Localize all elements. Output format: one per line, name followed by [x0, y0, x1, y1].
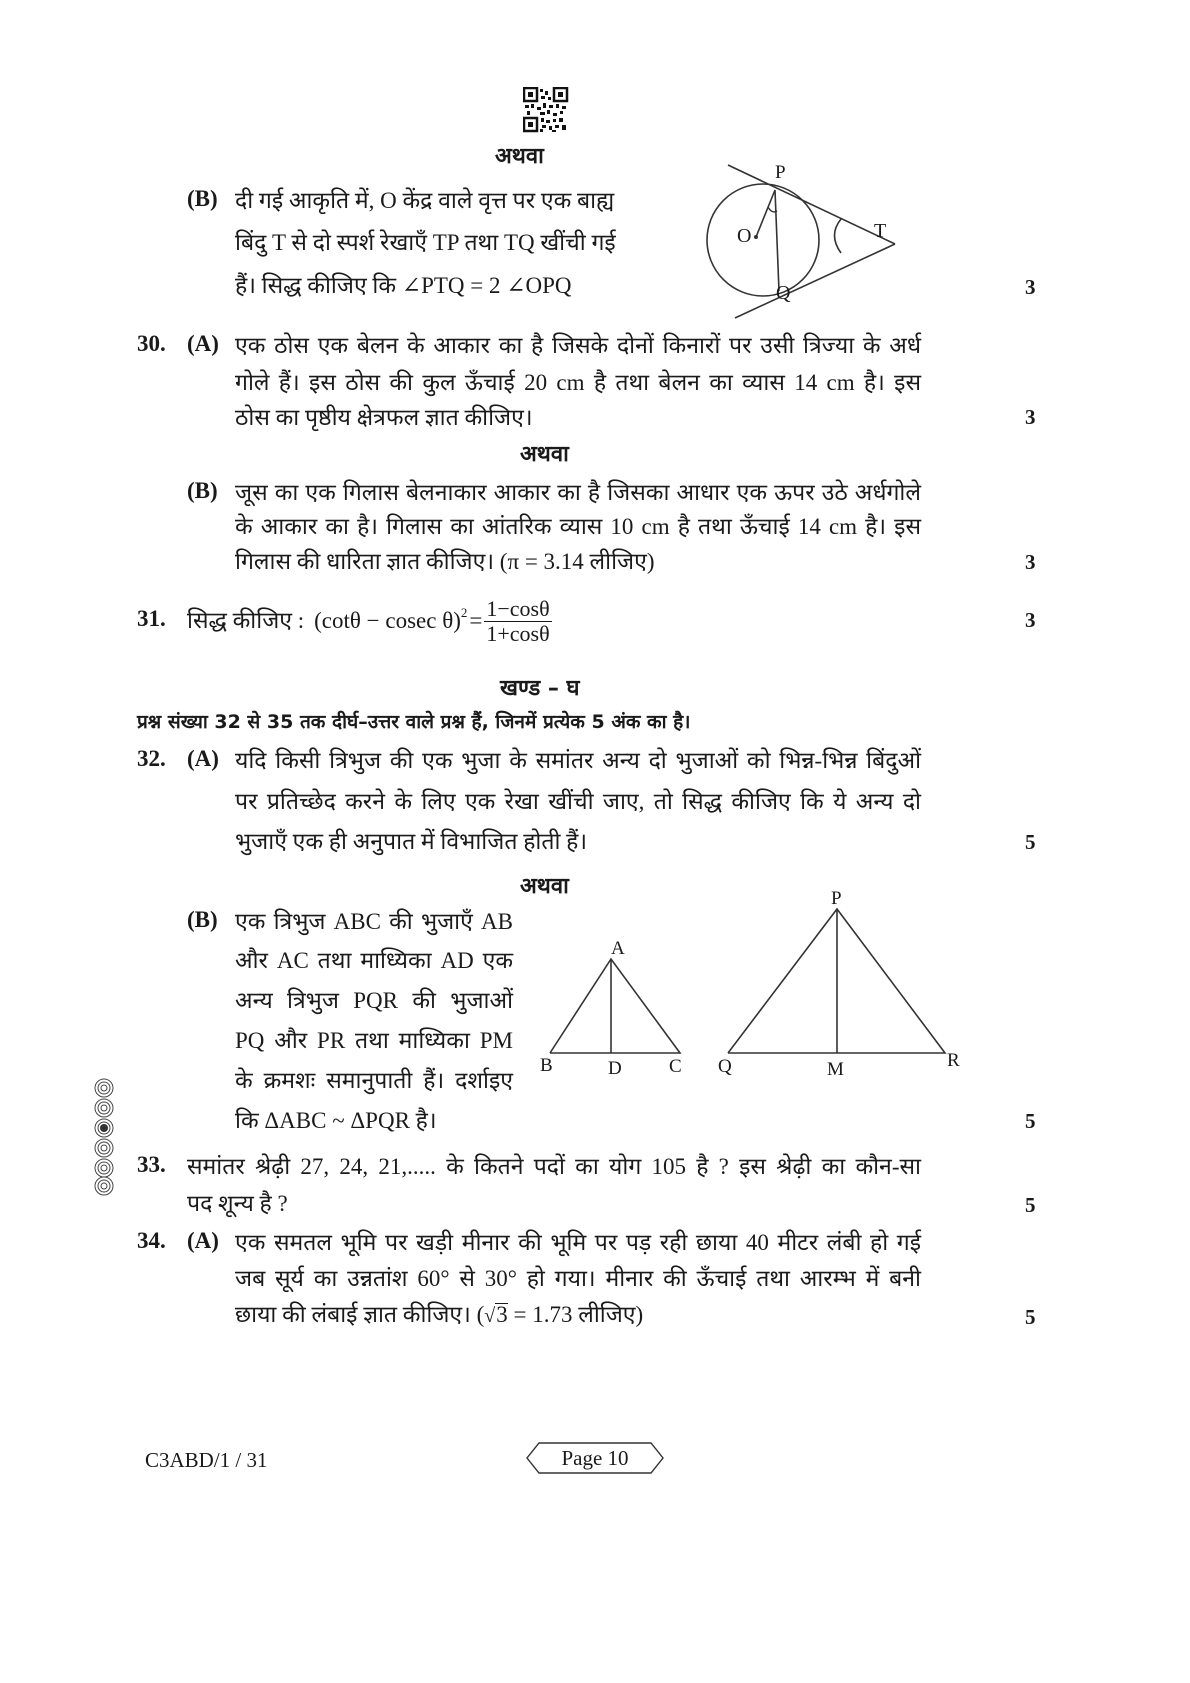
- qr-code: [523, 87, 569, 133]
- trig-identity: [187, 593, 552, 649]
- marks: 3: [1025, 608, 1036, 632]
- text-prefix: छाया की लंबाई ज्ञात कीजिए। (: [235, 1302, 485, 1327]
- vertex-label: C: [669, 1056, 682, 1077]
- page-indicator: [525, 1440, 665, 1476]
- question-number: 34.: [137, 1228, 166, 1253]
- question-text-line: गिलास की धारिता ज्ञात कीजिए। (π = 3.14 लीजिए): [235, 549, 655, 574]
- option-label: (A): [187, 746, 219, 771]
- or-label: अथवा: [495, 144, 544, 169]
- question-text-line: अन्य त्रिभुज PQR की भुजाओं: [235, 988, 513, 1013]
- marks: 5: [1025, 1193, 1036, 1217]
- marks: 3: [1025, 275, 1036, 299]
- question-text-line: के क्रमशः समानुपाती हैं। दर्शाइए: [235, 1068, 513, 1093]
- question-text-line: भुजाएँ एक ही अनुपात में विभाजित होती हैं।: [235, 829, 588, 854]
- question-text-line: एक ठोस एक बेलन के आकार का है जिसके दोनों किनारों पर उसी त्रिज्या के अर्ध: [235, 333, 921, 358]
- marks: 5: [1025, 1305, 1036, 1329]
- marks: 5: [1025, 1109, 1036, 1133]
- question-text-line: कि ΔABC ~ ΔPQR है।: [235, 1108, 437, 1133]
- fraction-denominator: 1+cosθ: [486, 620, 550, 646]
- vertex-label: B: [540, 1055, 553, 1076]
- point-label: P: [775, 162, 786, 183]
- question-text-line: यदि किसी त्रिभुज की एक भुजा के समांतर अन्य दो भुजाओं को भिन्न-भिन्न बिंदुओं: [235, 748, 921, 773]
- question-number: 31.: [137, 606, 166, 631]
- point-label: Q: [776, 282, 791, 304]
- option-label: (B): [187, 907, 218, 932]
- point-label: T: [874, 220, 887, 242]
- marks: 3: [1025, 550, 1036, 574]
- option-label: (A): [187, 1228, 219, 1253]
- similar-triangles-figure: [535, 885, 975, 1085]
- question-text-line: पर प्रतिच्छेद करने के लिए एक रेखा खींची जाए, तो सिद्ध कीजिए कि ये अन्य दो: [235, 789, 921, 814]
- fraction: [484, 597, 551, 646]
- vertex-label: D: [608, 1058, 622, 1079]
- question-text-line: और AC तथा माध्यिका AD एक: [235, 948, 513, 973]
- section-instruction: प्रश्न संख्या 32 से 35 तक दीर्घ–उत्तर वाले प्रश्न हैं, जिनमें प्रत्येक 5 अंक का है।: [137, 711, 691, 733]
- vertex-label: A: [611, 938, 625, 959]
- question-text-line: बिंदु T से दो स्पर्श रेखाएँ TP तथा TQ खींची गई: [235, 230, 616, 255]
- question-number: 32.: [137, 746, 166, 771]
- text-suffix: = 1.73 लीजिए): [507, 1302, 644, 1327]
- question-text-line: PQ और PR तथा माध्यिका PM: [235, 1028, 513, 1053]
- question-text-line: पद शून्य है ?: [187, 1191, 288, 1216]
- equals-sign: =: [469, 608, 483, 633]
- paper-code: C3ABD/1 / 31: [145, 1448, 268, 1472]
- vertex-label: P: [831, 888, 842, 909]
- page-number: Page 10: [561, 1446, 629, 1470]
- question-number: 30.: [137, 331, 166, 356]
- margin-spiral-decoration: [93, 1078, 115, 1196]
- option-label: (A): [187, 331, 219, 356]
- question-text-line: एक त्रिभुज ABC की भुजाएँ AB: [235, 909, 513, 934]
- circle-tangent-figure: [690, 160, 910, 320]
- question-text-line: समांतर श्रेढ़ी 27, 24, 21,..... के कितने पदों का योग 105 है ? इस श्रेढ़ी का कौन-सा: [187, 1154, 921, 1179]
- question-text-line: [235, 1300, 643, 1331]
- option-label: (B): [187, 186, 218, 211]
- vertex-label: M: [827, 1059, 844, 1080]
- or-label: अथवा: [520, 442, 569, 467]
- or-label: अथवा: [520, 874, 569, 899]
- point-label: O: [737, 225, 752, 247]
- marks: 5: [1025, 830, 1036, 854]
- sqrt-radicand: 3: [496, 1302, 508, 1327]
- vertex-label: Q: [718, 1056, 732, 1077]
- question-text-line: जूस का एक गिलास बेलनाकार आकार का है जिसका आधार एक ऊपर उठे अर्धगोले: [235, 480, 921, 505]
- question-text-line: ठोस का पृष्ठीय क्षेत्रफल ज्ञात कीजिए।: [235, 405, 533, 430]
- section-title: खण्ड – घ: [500, 676, 580, 701]
- vertex-label: R: [947, 1050, 960, 1071]
- question-text-line: एक समतल भूमि पर खड़ी मीनार की भूमि पर पड़ रही छाया 40 मीटर लंबी हो गई: [235, 1230, 921, 1255]
- question-text-line: गोले हैं। इस ठोस की कुल ऊँचाई 20 cm है तथा बेलन का व्यास 14 cm है। इस: [235, 370, 921, 395]
- identity-lhs: (cotθ − cosec θ): [314, 608, 461, 633]
- qr-code-icon: [523, 87, 569, 133]
- option-label: (B): [187, 478, 218, 503]
- question-number: 33.: [137, 1152, 166, 1177]
- prove-prefix: सिद्ध कीजिए :: [187, 608, 305, 633]
- marks: 3: [1025, 405, 1036, 429]
- question-text-line: हैं। सिद्ध कीजिए कि ∠PTQ = 2 ∠OPQ: [235, 273, 572, 298]
- fraction-numerator: 1−cosθ: [486, 595, 550, 621]
- question-text-line: के आकार का है। गिलास का आंतरिक व्यास 10 cm है तथा ऊँचाई 14 cm है। इस: [235, 514, 921, 539]
- question-text-line: दी गई आकृति में, O केंद्र वाले वृत्त पर एक बाह्य: [235, 188, 615, 213]
- exponent: 2: [460, 605, 468, 620]
- sqrt-icon: √: [484, 1305, 496, 1327]
- question-text-line: जब सूर्य का उन्नतांश 60° से 30° हो गया। मीनार की ऊँचाई तथा आरम्भ में बनी: [235, 1266, 921, 1291]
